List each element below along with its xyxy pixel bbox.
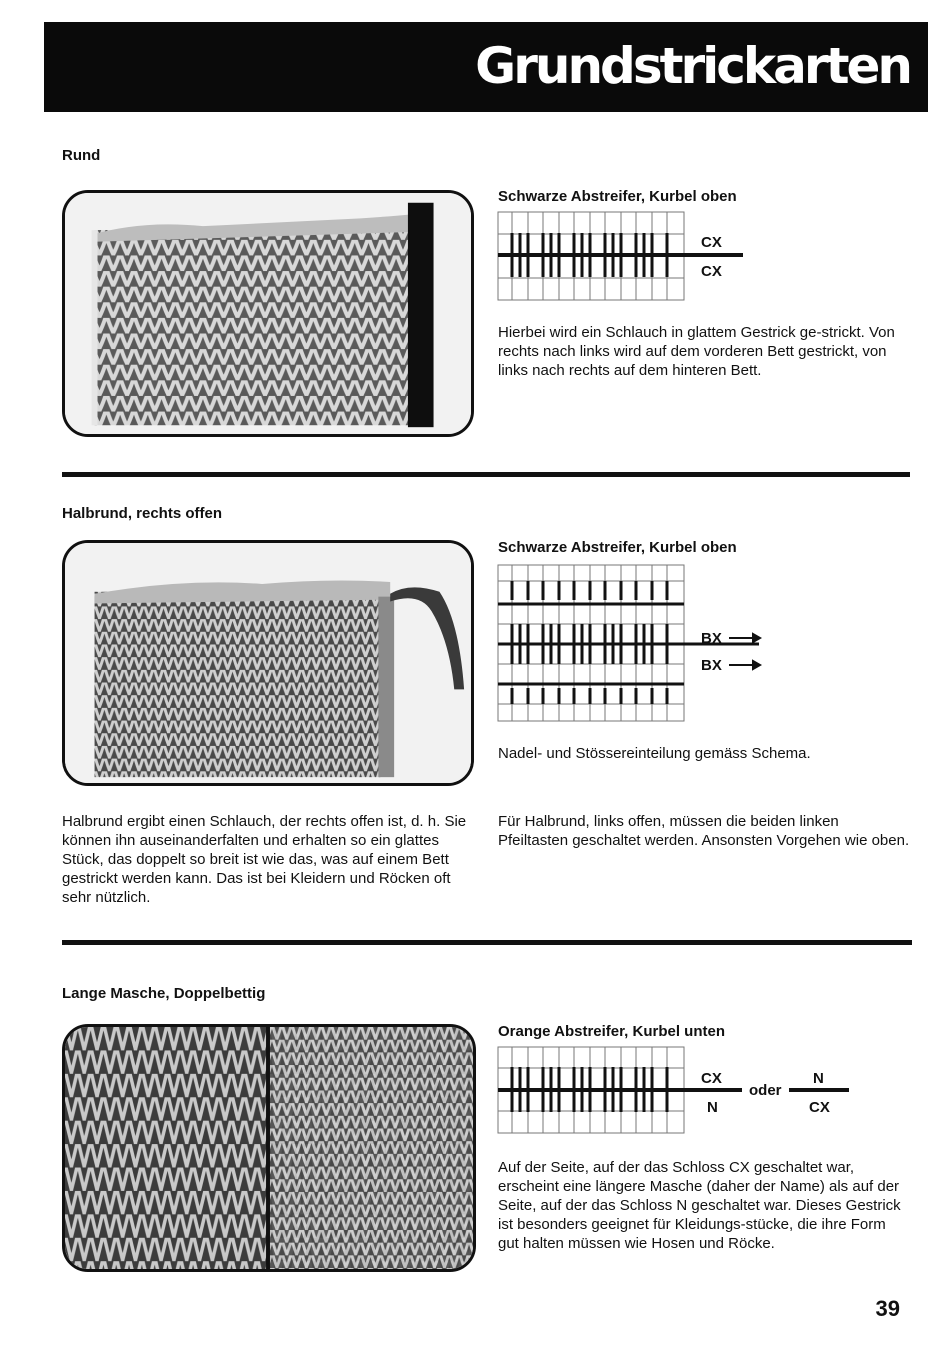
setting-heading-lange-masche: Orange Abstreifer, Kurbel unten <box>498 1023 725 1040</box>
needle-diagram-rund <box>497 211 757 303</box>
needle-diagram-halbrund <box>497 564 767 724</box>
page-number: 39 <box>875 1296 900 1321</box>
title-banner <box>44 22 928 112</box>
section-label-halbrund: Halbrund, rechts offen <box>62 505 223 522</box>
knit-photo-halbrund <box>62 540 474 786</box>
setting-heading-halbrund: Schwarze Abstreifer, Kurbel oben <box>498 539 737 556</box>
cam-label-lower: N <box>707 1099 718 1116</box>
cam-label-upper: CX <box>701 1070 722 1087</box>
section-divider <box>62 472 910 477</box>
description-halbrund: Nadel- und Stössereinteilung gemäss Schema. <box>498 745 811 762</box>
halbrund-left-text: Halbrund ergibt einen Schlauch, der rechts offen ist, d. h. Sie können ihn auseinanderfalten und erhalten so ein glattes Stück, das doppelt so breit ist wie das, was auf einem Bett gestrickt werden kann. Das ist bei Kleidern und Röcken oft sehr nützlich. <box>62 813 467 906</box>
section-label-lange-masche: Lange Masche, Doppelbettig <box>62 985 266 1002</box>
cam-label-upper: CX <box>701 234 722 251</box>
page-title: Grundstrickarten <box>475 37 910 95</box>
arrow-right-icon <box>729 634 760 669</box>
section-label-rund: Rund <box>62 147 101 164</box>
knit-photo-rund <box>62 190 474 437</box>
section-divider <box>62 940 912 945</box>
needle-diagram-lange-masche <box>497 1046 857 1138</box>
oder-label: oder <box>749 1082 782 1099</box>
halbrund-right-text: Für Halbrund, links offen, müssen die beiden linken Pfeiltasten geschaltet werden. Ansonsten Vorgehen wie oben. <box>498 813 910 849</box>
description-lange-masche: Auf der Seite, auf der das Schloss CX geschaltet war, erscheint eine längere Masche (daher der Name) als auf der Seite, auf der das Schloss N geschaltet war. Dieses Gestrick ist besonders geeignet für Kleidungs-stücke, die ihre Form gut halten müssen wie Hosen und Röcke. <box>498 1159 901 1252</box>
description-rund: Hierbei wird ein Schlauch in glattem Gestrick ge-strickt. Von rechts nach links wird auf dem vorderen Bett gestrickt, von links nach rechts auf dem hinteren Bett. <box>498 324 895 379</box>
alt-cam-label-lower: CX <box>809 1099 830 1116</box>
cam-label-lower: BX <box>701 657 722 674</box>
cam-label-lower: CX <box>701 263 722 280</box>
knit-photo-lange-masche <box>62 1024 476 1272</box>
setting-heading-rund: Schwarze Abstreifer, Kurbel oben <box>498 188 737 205</box>
alt-cam-label-upper: N <box>813 1070 824 1087</box>
cam-label-upper: BX <box>701 630 722 647</box>
